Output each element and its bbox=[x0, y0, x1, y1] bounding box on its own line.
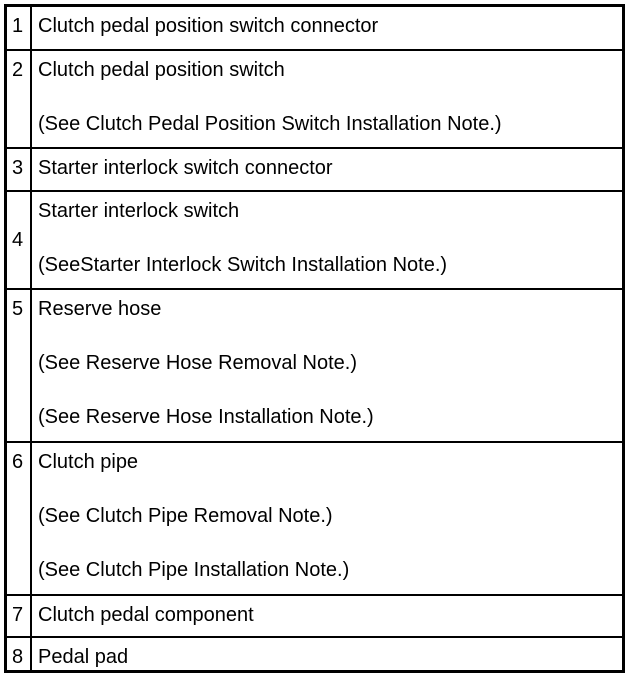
table-row bbox=[7, 149, 622, 192]
row-number: 2 bbox=[7, 51, 32, 147]
table-row bbox=[7, 638, 622, 670]
row-number: 6 bbox=[7, 443, 32, 594]
table-row bbox=[7, 7, 622, 51]
row-note: (SeeStarter Interlock Switch Installation Note.) bbox=[38, 254, 448, 276]
row-description bbox=[32, 51, 622, 147]
row-text: Pedal pad bbox=[38, 646, 129, 668]
row-number: 4 bbox=[7, 192, 32, 288]
row-description bbox=[32, 638, 622, 670]
table-row bbox=[7, 596, 622, 638]
row-note: (See Reserve Hose Installation Note.) bbox=[38, 406, 374, 428]
row-text: Reserve hose bbox=[38, 298, 162, 320]
row-description bbox=[32, 7, 622, 49]
row-number: 3 bbox=[7, 149, 32, 190]
row-note: (See Clutch Pedal Position Switch Installation Note.) bbox=[38, 113, 502, 135]
row-note: (See Clutch Pipe Removal Note.) bbox=[38, 505, 333, 527]
row-number: 5 bbox=[7, 290, 32, 441]
parts-table bbox=[4, 4, 625, 673]
row-number: 1 bbox=[7, 7, 32, 49]
row-description bbox=[32, 443, 622, 594]
row-text: Clutch pedal component bbox=[38, 604, 254, 626]
row-note: (See Reserve Hose Removal Note.) bbox=[38, 352, 358, 374]
row-description bbox=[32, 192, 622, 288]
row-description bbox=[32, 149, 622, 190]
row-number: 8 bbox=[7, 638, 32, 670]
table-row bbox=[7, 443, 622, 596]
table-row bbox=[7, 192, 622, 290]
table-row bbox=[7, 290, 622, 443]
row-text: Clutch pipe bbox=[38, 451, 139, 473]
table-row bbox=[7, 51, 622, 149]
row-description bbox=[32, 290, 622, 441]
row-text: Clutch pedal position switch bbox=[38, 59, 285, 81]
row-description bbox=[32, 596, 622, 636]
row-text: Starter interlock switch bbox=[38, 200, 240, 222]
row-number: 7 bbox=[7, 596, 32, 636]
row-text: Starter interlock switch connector bbox=[38, 157, 333, 179]
row-text: Clutch pedal position switch connector bbox=[38, 15, 379, 37]
row-note: (See Clutch Pipe Installation Note.) bbox=[38, 559, 350, 581]
